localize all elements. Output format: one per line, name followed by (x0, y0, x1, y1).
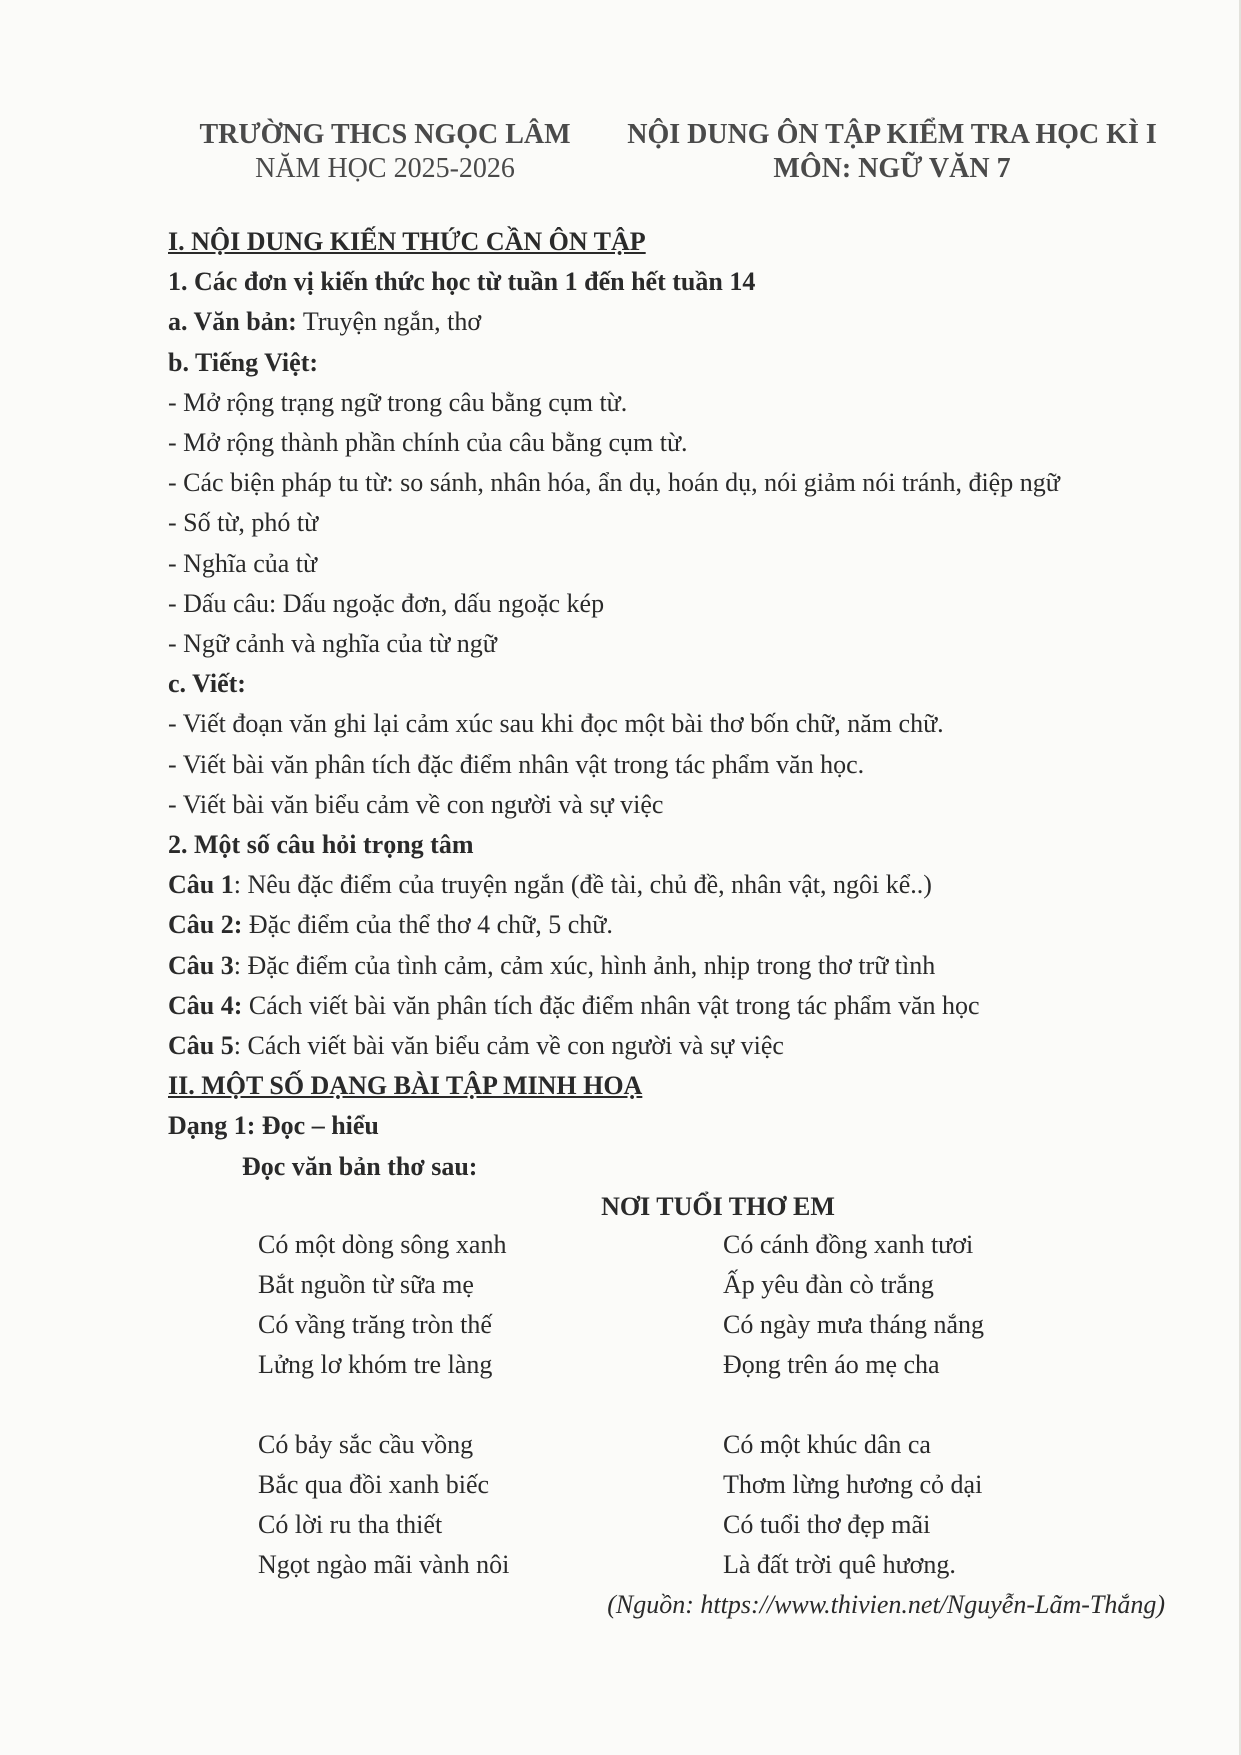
poem-line: Có vầng trăng tròn thế (258, 1310, 492, 1339)
list-item: - Viết bài văn phân tích đặc điểm nhân vật trong tác phẩm văn học. (168, 749, 865, 779)
list-item: - Ngữ cảnh và nghĩa của từ ngữ (168, 629, 497, 659)
subsection-heading-1: 1. Các đơn vị kiến thức học từ tuần 1 đến hết tuần 14 (168, 267, 756, 297)
poem-line: Thơm lừng hương cỏ dại (723, 1470, 983, 1499)
question-text: : Nêu đặc điểm của truyện ngắn (đề tài, chủ đề, nhân vật, ngôi kể..) (233, 870, 932, 900)
stanza-1-right (723, 1225, 1158, 1385)
document-body (168, 222, 1178, 1227)
item-a (168, 302, 1178, 342)
question-item (168, 986, 1178, 1026)
school-name: TRƯỜNG THCS NGỌC LÂM (199, 119, 571, 150)
subsection-heading-2: 2. Một số câu hỏi trọng tâm (168, 830, 474, 860)
poem-line: Ấp yêu đàn cò trắng (723, 1270, 934, 1299)
poem-title: NƠI TUỔI THƠ EM (601, 1191, 835, 1221)
poem-stanza-1 (258, 1225, 1158, 1385)
question-label: Câu 1 (168, 870, 234, 900)
exercise-type-1: Dạng 1: Đọc – hiểu (168, 1111, 379, 1141)
question-text: Đặc điểm của thể thơ 4 chữ, 5 chữ. (242, 910, 613, 940)
list-item: - Mở rộng thành phần chính của câu bằng cụm từ. (168, 428, 688, 458)
poem-line: Có ngày mưa tháng nắng (723, 1310, 985, 1339)
question-text: Cách viết bài văn phân tích đặc điểm nhân vật trong tác phẩm văn học (242, 990, 980, 1020)
question-label: Câu 5 (168, 1031, 234, 1061)
poem-line: Là đất trời quê hương. (723, 1550, 956, 1579)
list-item: - Số từ, phó từ (168, 508, 319, 538)
poem-line: Có tuổi thơ đẹp mãi (723, 1510, 931, 1539)
poem-line: Có bảy sắc cầu vồng (258, 1430, 474, 1459)
poem-source: (Nguồn: https://www.thivien.net/Nguyễn-Lãm-Thắng) (607, 1590, 1165, 1619)
question-text: : Cách viết bài văn biểu cảm về con người và sự việc (233, 1031, 784, 1061)
list-item: - Nghĩa của từ (168, 548, 318, 578)
poem-line: Ngọt ngào mãi vành nôi (258, 1550, 510, 1579)
poem-line: Có lời ru tha thiết (258, 1510, 443, 1539)
list-item: - Các biện pháp tu từ: so sánh, nhân hóa, ẩn dụ, hoán dụ, nói giảm nói tránh, điệp ngữ (168, 468, 1060, 498)
reading-instruction: Đọc văn bản thơ sau: (242, 1151, 478, 1181)
list-item: - Dấu câu: Dấu ngoặc đơn, dấu ngoặc kép (168, 588, 605, 618)
question-item (168, 905, 1178, 945)
poem-line: Bắc qua đồi xanh biếc (258, 1470, 490, 1499)
school-block (185, 118, 585, 186)
list-item: - Mở rộng trạng ngữ trong câu bằng cụm từ. (168, 387, 628, 417)
question-label: Câu 4: (168, 990, 243, 1020)
question-label: Câu 2: (168, 910, 243, 940)
list-item: - Viết đoạn văn ghi lại cảm xúc sau khi đọc một bài thơ bốn chữ, năm chữ. (168, 709, 944, 739)
question-item (168, 1026, 1178, 1066)
question-label: Câu 3 (168, 950, 234, 980)
stanza-2-right (723, 1425, 1158, 1585)
document-title: NỘI DUNG ÔN TẬP KIỂM TRA HỌC KÌ I (627, 119, 1157, 150)
question-text: : Đặc điểm của tình cảm, cảm xúc, hình ảnh, nhịp trong thơ trữ tình (233, 950, 936, 980)
list-item: - Viết bài văn biểu cảm về con người và sự việc (168, 789, 664, 819)
poem-line: Có một khúc dân ca (723, 1430, 931, 1459)
poem-line: Có một dòng sông xanh (258, 1230, 507, 1259)
item-b-label: b. Tiếng Việt: (168, 347, 319, 377)
section-heading-1: I. NỘI DUNG KIẾN THỨC CẦN ÔN TẬP (168, 227, 646, 256)
stanza-2-left (258, 1425, 723, 1585)
title-block (612, 118, 1172, 186)
poem-stanza-2 (258, 1425, 1158, 1585)
poem-line: Đọng trên áo mẹ cha (723, 1350, 940, 1379)
subject-title: MÔN: NGỮ VĂN 7 (773, 153, 1011, 184)
item-a-label: a. Văn bản: (168, 307, 297, 337)
question-item (168, 865, 1178, 905)
school-year: NĂM HỌC 2025-2026 (255, 153, 515, 184)
poem-line: Bắt nguồn từ sữa mẹ (258, 1270, 474, 1299)
poem-line: Có cánh đồng xanh tươi (723, 1230, 974, 1259)
poem-line: Lửng lơ khóm tre làng (258, 1350, 493, 1379)
item-c-label: c. Viết: (168, 669, 246, 699)
item-a-text: Truyện ngắn, thơ (296, 307, 482, 337)
section-heading-2: II. MỘT SỐ DẠNG BÀI TẬP MINH HOẠ (168, 1071, 643, 1101)
question-item (168, 946, 1178, 986)
stanza-1-left (258, 1225, 723, 1385)
